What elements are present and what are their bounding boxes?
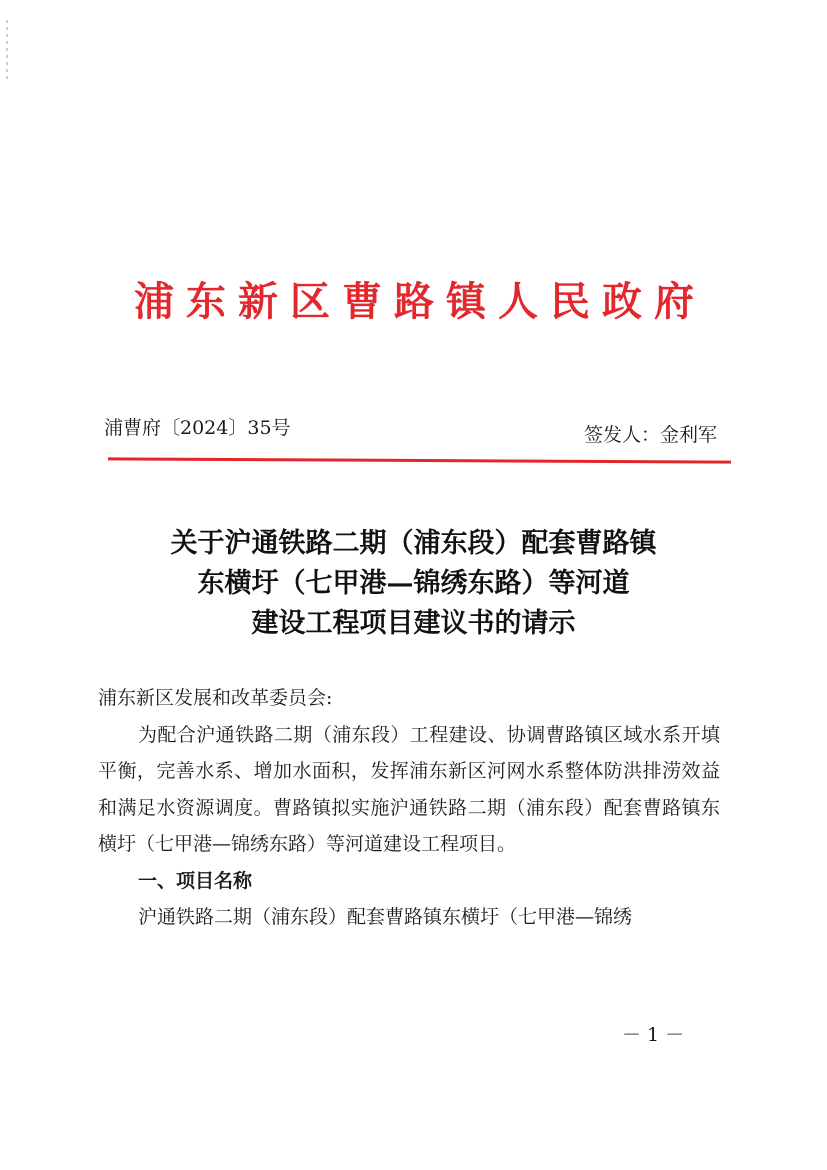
title-line-1: 关于沪通铁路二期（浦东段）配套曹路镇 — [170, 528, 657, 559]
issuer: 签发人：金利军 — [583, 424, 717, 446]
paragraph-2: 沪通铁路二期（浦东段）配套曹路镇东横圩（七甲港—锦绣 — [138, 906, 633, 928]
document-number: 浦曹府〔2024〕35号 — [104, 417, 291, 439]
title-line-2: 东横圩（七甲港—锦绣东路）等河道 — [197, 568, 630, 599]
section-heading-1: 一、项目名称 — [138, 869, 253, 892]
title-line-3: 建设工程项目建议书的请示 — [251, 608, 576, 639]
scan-edge-marks — [6, 20, 8, 80]
red-divider — [108, 457, 731, 463]
page-number: － 1 － — [622, 1024, 685, 1046]
paragraph-1: 为配合沪通铁路二期（浦东段）工程建设、协调曹路镇区域水系开填平衡，完善水系、增加水面积，发挥浦东新区河网水系整体防洪排涝效益和满足水资源调度。曹路镇拟实施沪通铁路二期（浦东段）配套曹路镇东横圩（七甲港—锦绣东路）等河道建设工程项目。 — [98, 723, 720, 855]
addressee: 浦东新区发展和改革委员会: — [98, 687, 333, 709]
document-title — [60, 524, 767, 644]
org-title: 浦东新区曹路镇人民政府 — [134, 278, 706, 325]
document-body — [98, 680, 720, 936]
